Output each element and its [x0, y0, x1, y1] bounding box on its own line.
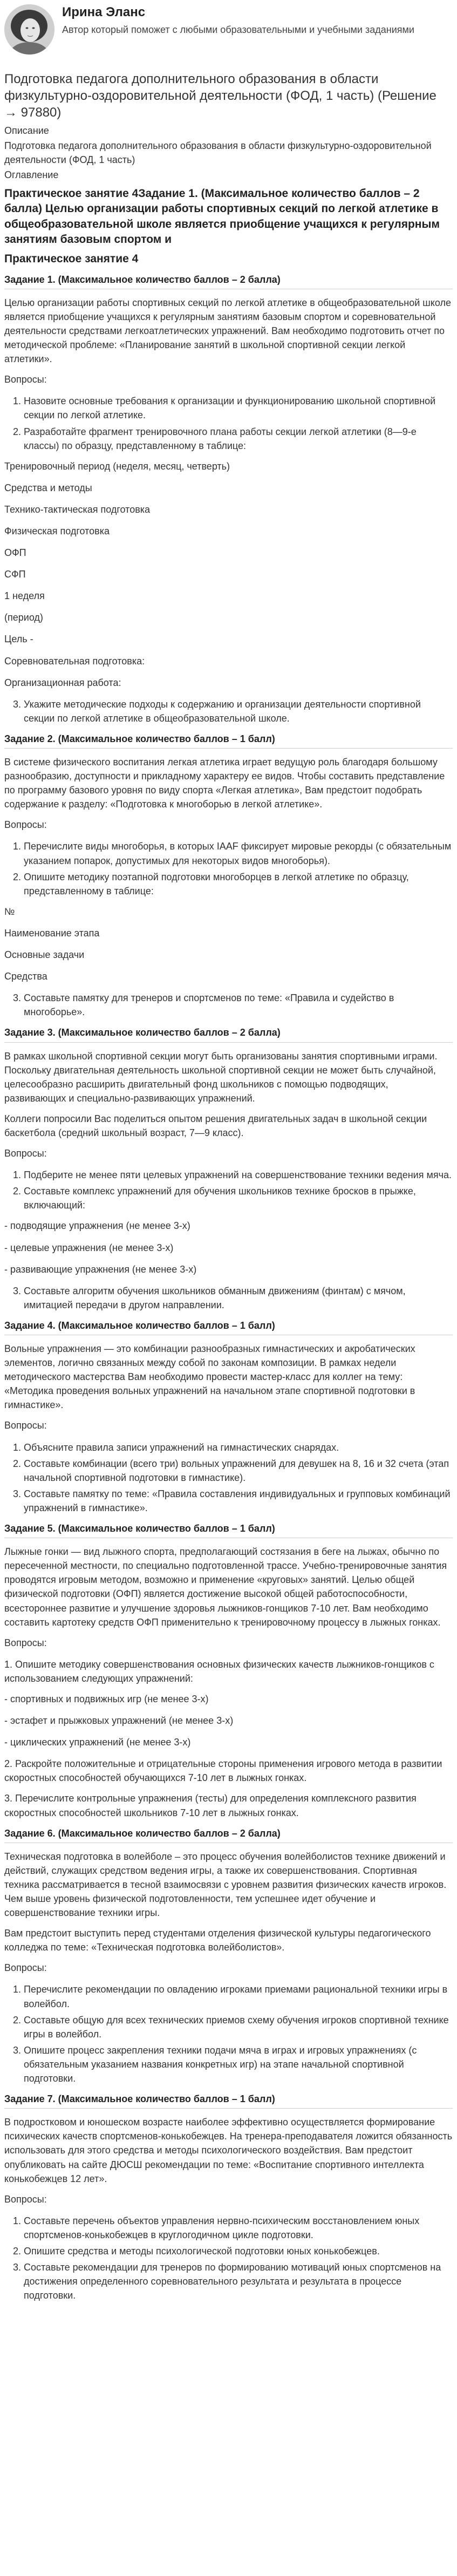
task-heading: Задание 5. (Максимальное количество баллов – 1 балл)	[4, 1523, 275, 1534]
task-paragraph: Лыжные гонки — вид лыжного спорта, предполагающий состязания в беге на лыжах, обычно по пересеченной местности, по специально подготовленной трассе. Учебно-тренировочные занятия проводятся игровым методом, возможно и применение «круговых» занятий. Целью общей физической подготовки (ОФП) является достижение высокой общей работоспособности, всестороннее развитие и улучшение здоровья лыжников-гонщиков 7-10 лет. Вам необходимо составить картотеку средств ОФП применительно к тренировочному процессу в лыжных гонках.	[4, 1546, 447, 1628]
question-list	[4, 1440, 453, 1515]
task-line: Соревновательная подготовка:	[4, 655, 145, 667]
question-item: 3. Составьте памятку для тренеров и спортсменов по теме: «Правила и судейство в многоборье».	[24, 991, 453, 1019]
question-item: 1. Назовите основные требования к организации и функционированию школьной спортивной секции по легкой атлетике.	[24, 394, 453, 422]
task-line: Вопросы:	[4, 1637, 47, 1648]
question-list	[4, 839, 453, 898]
question-item: 1. Подберите не менее пяти целевых упражнений на совершенствование техники ведения мяча.	[24, 1168, 453, 1182]
question-item: 1. Перечислите рекомендации по овладению игроками приемами рациональной техники игры в волейбол.	[24, 1982, 453, 2010]
task-line: Вопросы:	[4, 1148, 47, 1159]
task-divider	[4, 1042, 453, 1043]
task-line: Вопросы:	[4, 1962, 47, 1974]
task-section	[4, 1521, 453, 1820]
task-line: Вопросы:	[4, 374, 47, 385]
question-item: 3. Составьте памятку по теме: «Правила составления индивидуальных и групповых комбинаций упражнений в гимнастике».	[24, 1487, 453, 1515]
task-line: ОФП	[4, 547, 26, 559]
author-card	[4, 4, 453, 55]
task-heading: Задание 1. (Максимальное количество баллов – 2 балла)	[4, 274, 281, 285]
author-info	[62, 4, 414, 37]
task-line: Цель -	[4, 634, 33, 645]
question-item: 1. Объясните правила записи упражнений на гимнастических снарядах.	[24, 1440, 453, 1454]
task-paragraph: Целью организации работы спортивных секций по легкой атлетике в общеобразовательной школе является приобщение учащихся к регулярным занятиям базовым спортом и соревновательной деятельности средствами легкоатлетических упражнений. Вам необходимо подготовить отчет по методической проблеме: «Планирование занятий в школьной спортивной секции легкой атлетики».	[4, 297, 451, 365]
task-divider	[4, 748, 453, 749]
question-list	[4, 1284, 453, 1312]
question-item: 2. Опишите методику поэтапной подготовки многоборцев в легкой атлетике по образцу, представленному в таблице:	[24, 870, 453, 898]
question-item: 1. Перечислите виды многоборья, в которых IAAF фиксирует мировые рекорды (с обязательным указанием попарок, допустимых для некоторых видов многоборья).	[24, 839, 453, 867]
task-section	[4, 1025, 453, 1312]
task-paragraph: 1. Опишите методику совершенствования основных физических качеств лыжников-гонщиков с использованием следующих упражнений:	[4, 1659, 434, 1684]
task-line: №	[4, 906, 15, 917]
page-title: Подготовка педагога дополнительного образования в области физкультурно-оздоровительной деятельности (ФОД, 1 часть) (Решение → 97880)	[4, 72, 436, 120]
author-name[interactable]: Ирина Эланс	[62, 5, 146, 19]
task-line: - целевые упражнения (не менее 3-х)	[4, 1242, 174, 1253]
description-text: Подготовка педагога дополнительного образования в области физкультурно-оздоровительной деятельности (ФОД, 1 часть)	[4, 140, 432, 165]
task-line: Технико-тактическая подготовка	[4, 504, 151, 515]
task-line: Наименование этапа	[4, 927, 100, 939]
task-paragraph: Коллеги попросили Вас поделиться опытом решения двигательных задач в школьной секции баскетбола (средний школьный возраст, 7—9 класс).	[4, 1113, 427, 1138]
question-item: 2. Составьте комплекс упражнений для обучения школьников технике бросков в прыжке, включающий:	[24, 1184, 453, 1212]
task-line: Организационная работа:	[4, 677, 121, 688]
question-item: 3. Опишите процесс закрепления техники подачи мяча в играх и игровых упражнениях (с обязательным указанием названия конкретных игр) на этапе начальной спортивной подготовки.	[24, 2043, 453, 2085]
task-paragraph: Вольные упражнения — это комбинации разнообразных гимнастических и акробатических элементов, логично связанных между собой по законам композиции. В рамках недели методического мастерства Вам необходимо провести мастер-класс для коллег на тему: «Методика проведения вольных упражнений на начальном этапе спортивной подготовки в гимнастике».	[4, 1343, 415, 1411]
author-avatar[interactable]	[4, 4, 54, 55]
task-heading: Задание 7. (Максимальное количество баллов – 1 балл)	[4, 2094, 275, 2105]
tasks-container	[4, 273, 453, 2303]
task-line: Тренировочный период (неделя, месяц, четверть)	[4, 460, 230, 472]
task-line: Средства	[4, 971, 47, 982]
practical-heading: Практическое занятие 4Задание 1. (Максимальное количество баллов – 2 балла) Целью организации работы спортивных секций по легкой атлетике в общеобразовательной школе является приобщение учащихся к регулярным занятиям базовым спортом и	[4, 187, 440, 246]
task-heading: Задание 3. (Максимальное количество баллов – 2 балла)	[4, 1027, 281, 1038]
question-item: 3. Составьте рекомендации для тренеров по формированию мотиваций юных спортсменов на достижения определенного соревновательного результата и результата в процессе подготовки.	[24, 2260, 453, 2302]
question-list	[4, 697, 453, 725]
question-item: 2. Составьте комбинации (всего три) вольных упражнений для девушек на 8, 16 и 32 счета (этап начальной спортивной подготовки в гимнастике).	[24, 1457, 453, 1485]
question-list	[4, 1982, 453, 2085]
practical-4-heading: Практическое занятие 4	[4, 253, 139, 266]
task-section	[4, 1318, 453, 1515]
task-line: 1 неделя	[4, 590, 45, 602]
task-line: Вопросы:	[4, 819, 47, 831]
description-label: Описание	[4, 125, 49, 136]
task-heading: Задание 6. (Максимальное количество баллов – 2 балла)	[4, 1827, 281, 1839]
question-item: 3. Составьте алгоритм обучения школьников обманным движениям (финтам) с мячом, имитацией передачи в другом направлении.	[24, 1284, 453, 1312]
task-line: Вопросы:	[4, 1420, 47, 1431]
task-section	[4, 1826, 453, 2086]
task-heading: Задание 2. (Максимальное количество баллов – 1 балл)	[4, 733, 275, 744]
task-paragraph: Вам предстоит выступить перед студентами отделения физической культуры педагогического колледжа по теме: «Техническая подготовка волейболистов».	[4, 1928, 431, 1953]
task-paragraph: В подростковом и юношеском возрасте наиболее эффективно осуществляется формирование психических качеств спортсменов-конькобежцев. На тренера-преподавателя ложится обязанность использовать для этого средства и методы психологического воздействия. Вам предстоит опубликовать на сайте ДЮСШ рекомендации по теме: «Воспитание спортивного интеллекта конькобежцев 12 лет».	[4, 2117, 453, 2184]
question-list	[4, 394, 453, 452]
question-item: 2. Опишите средства и методы психологической подготовки юных конькобежцев.	[24, 2244, 453, 2258]
author-description: Автор который поможет с любыми образовательными и учебными заданиями	[62, 24, 414, 35]
task-line: - эстафет и прыжковых упражнений (не менее 3-х)	[4, 1715, 234, 1727]
task-line: - подводящие упражнения (не менее 3-х)	[4, 1220, 190, 1232]
task-line: СФП	[4, 569, 26, 580]
task-section	[4, 273, 453, 725]
task-paragraph: 3. Перечислите контрольные упражнения (тесты) для определения комплексного развития скоростных способностей школьников 7-10 лет в лыжных гонках.	[4, 1793, 417, 1818]
avatar-photo	[4, 4, 54, 55]
task-divider	[4, 2108, 453, 2109]
question-item: 2. Разработайте фрагмент тренировочного плана работы секции легкой атлетики (8—9-е классы) по образцу, представленному в таблице:	[24, 425, 453, 453]
task-heading: Задание 4. (Максимальное количество баллов – 1 балл)	[4, 1320, 275, 1331]
question-item: 1. Составьте перечень объектов управления нервно-психическим восстановлением юных спортсменов-конькобежцев в круглогодичном цикле подготовки.	[24, 2214, 453, 2242]
task-line: - развивающие упражнения (не менее 3-х)	[4, 1263, 197, 1275]
task-paragraph: В системе физического воспитания легкая атлетика играет ведущую роль благодаря большому разнообразию, доступности и прикладному характеру ее видов. Чтобы составить представление по программу базового уровня по виду спорта «Легкая атлетика», Вам предстоит подобрать содержание к разделу: «Подготовка к многоборью в легкой атлетике».	[4, 757, 445, 810]
task-line: (период)	[4, 612, 43, 623]
task-section	[4, 732, 453, 1019]
question-list	[4, 991, 453, 1019]
question-list	[4, 1168, 453, 1212]
question-list	[4, 2214, 453, 2303]
toc-label: Оглавление	[4, 169, 59, 180]
task-line: Вопросы:	[4, 2193, 47, 2205]
task-section	[4, 2092, 453, 2302]
task-line: Средства и методы	[4, 482, 92, 493]
task-paragraph: В рамках школьной спортивной секции могут быть организованы занятия спортивными играми. Поскольку двигательная деятельность школьной спортивной секции не может быть случайной, целесообразно расширить двигательный фонд школьников с помощью подводящих, развивающих и специально-развивающих упражнений.	[4, 1050, 438, 1104]
question-item: 3. Укажите методические подходы к содержанию и организации деятельности спортивной секции по легкой атлетике в общеобразовательной школе.	[24, 697, 453, 725]
task-line: Физическая подготовка	[4, 525, 110, 536]
task-paragraph: Техническая подготовка в волейболе – это процесс обучения волейболистов технике движений и действий, служащих средством ведения игры, а также их совершенствования. Спортивная техника рассматривается в тесной взаимосвязи с уровнем развития физических качеств игроков. Чем выше уровень физической подготовленности, тем успешнее идет обучение и совершенствование техники игры.	[4, 1851, 447, 1919]
task-line: - циклических упражнений (не менее 3-х)	[4, 1737, 191, 1748]
task-line: - спортивных и подвижных игр (не менее 3-х)	[4, 1693, 209, 1704]
question-item: 2. Составьте общую для всех технических приемов схему обучения игроков спортивной технике игры в волейбол.	[24, 2013, 453, 2041]
task-line: Основные задачи	[4, 949, 85, 961]
task-paragraph: 2. Раскройте положительные и отрицательные стороны применения игрового метода в развитии скоростных способностей обучающихся 7-10 лет в лыжных гонках.	[4, 1758, 442, 1784]
